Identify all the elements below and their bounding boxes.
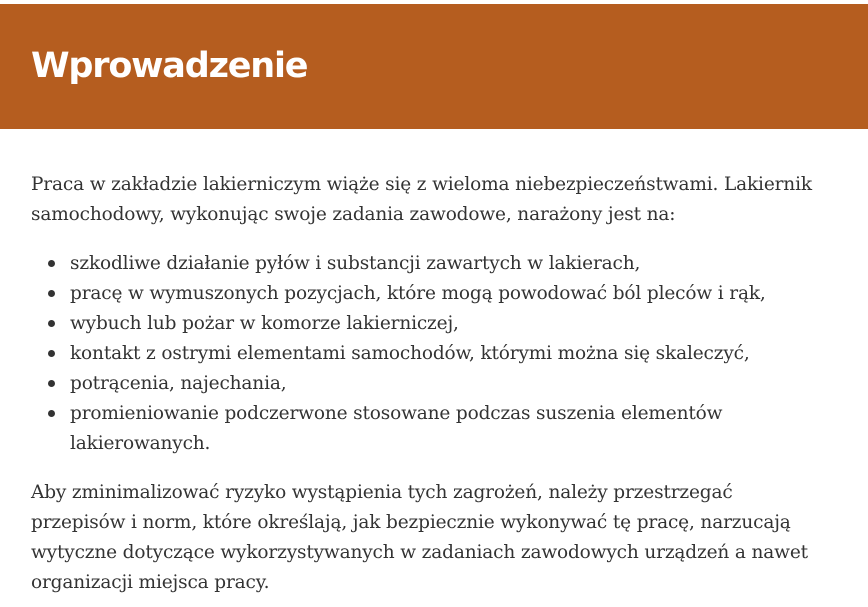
list-item — [70, 279, 831, 309]
list-item-text: potrącenia, najechania, — [70, 373, 287, 394]
list-item — [70, 249, 831, 279]
list-item — [70, 399, 831, 459]
bullet-icon — [48, 290, 55, 297]
page-title: Wprowadzenie — [31, 46, 308, 86]
list-item-text: wybuch lub pożar w komorze lakierniczej, — [70, 313, 459, 334]
bullet-icon — [48, 320, 55, 327]
bullet-icon — [48, 260, 55, 267]
list-item-text: pracę w wymuszonych pozycjach, które mogą powodować ból pleców i rąk, — [70, 283, 766, 304]
hazard-list — [31, 249, 831, 459]
bullet-icon — [48, 380, 55, 387]
conclusion-paragraph: Aby zminimalizować ryzyko wystąpienia tych zagrożeń, należy przestrzegać przepisów i norm, które określają, jak bezpiecznie wykonywać tę pracę, narzucają wytyczne dotyczące wykorzystywanych w zadaniach zawodowych urządzeń a nawet organizacji miejsca pracy. — [31, 482, 808, 593]
list-item — [70, 339, 831, 369]
bullet-icon — [48, 350, 55, 357]
list-item — [70, 369, 831, 399]
list-item-text: szkodliwe działanie pyłów i substancji zawartych w lakierach, — [70, 253, 641, 274]
list-item — [70, 309, 831, 339]
list-item-text: promieniowanie podczerwone stosowane podczas suszenia elementów lakierowanych. — [70, 403, 723, 454]
section-header — [0, 4, 868, 129]
article-content — [31, 170, 831, 598]
list-item-text: kontakt z ostrymi elementami samochodów, którymi można się skaleczyć, — [70, 343, 750, 364]
bullet-icon — [48, 410, 55, 417]
intro-paragraph: Praca w zakładzie lakierniczym wiąże się z wieloma niebezpieczeństwami. Lakiernik samochodowy, wykonując swoje zadania zawodowe, narażony jest na: — [31, 174, 812, 225]
